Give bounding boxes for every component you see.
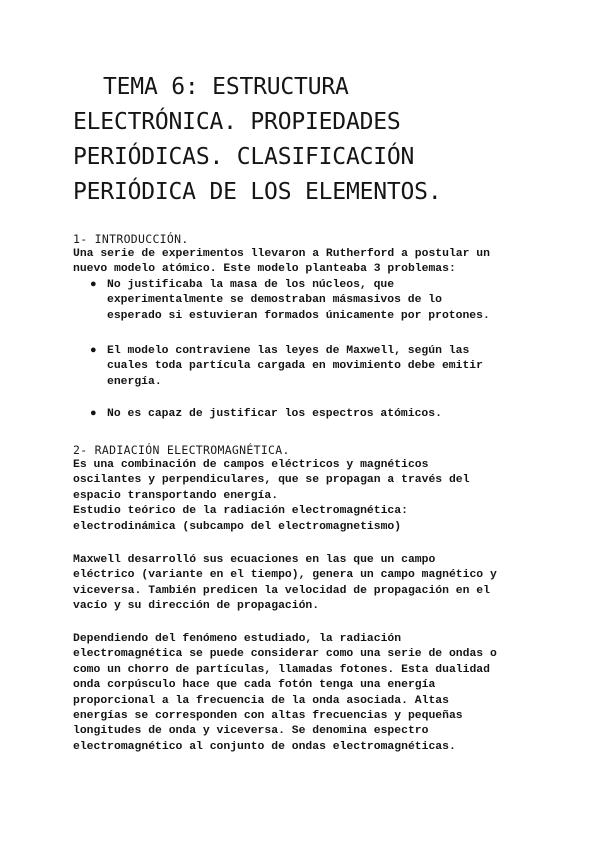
paragraph xyxy=(73,458,533,535)
page-title xyxy=(73,70,573,210)
text-line: Estudio teórico de la radiación electromagnética: xyxy=(73,505,408,518)
bullet-icon: ● xyxy=(90,279,97,291)
title-line: PERIÓDICA DE LOS ELEMENTOS. xyxy=(73,179,442,205)
title-line: PERIÓDICAS. CLASIFICACIÓN xyxy=(73,144,415,170)
list-item-text xyxy=(107,344,483,390)
text-line: vacío y su dirección de propagación. xyxy=(73,600,320,613)
text-line: longitudes de onda y viceversa. Se denomina espectro xyxy=(73,725,429,738)
text-line: esperado si estuvieran formados únicamente por protones. xyxy=(107,309,490,322)
text-line: viceversa. También predicen la velocidad de propagación en el xyxy=(73,584,490,597)
text-line: electromagnético al conjunto de ondas electromagnéticas. xyxy=(73,740,456,753)
title-line: ELECTRÓNICA. PROPIEDADES xyxy=(73,109,401,135)
intro-paragraph xyxy=(73,247,533,278)
text-line: experimentalmente se demostraban másmasivos de lo xyxy=(107,294,442,307)
text-line: electromagnética se puede considerar como una serie de ondas o xyxy=(73,648,497,661)
text-line: espacio transportando energía. xyxy=(73,489,279,502)
text-line: proporcional a la frecuencia de la onda asociada. Altas xyxy=(73,694,449,707)
text-line: onda corpúsculo hace que cada fotón tenga una energía xyxy=(73,679,436,692)
paragraph xyxy=(73,632,533,755)
list-item-text xyxy=(107,278,490,324)
text-line: Dependiendo del fenómeno estudiado, la radiación xyxy=(73,633,402,645)
title-line: TEMA 6: ESTRUCTURA xyxy=(103,74,349,100)
text-line: El modelo contraviene las leyes de Maxwell, según las xyxy=(107,345,470,357)
bullet-icon: ● xyxy=(90,408,97,420)
text-line: electrodinámica (subcampo del electromagnetismo) xyxy=(73,520,402,533)
paragraph xyxy=(73,553,533,615)
text-line: oscilantes y perpendiculares, que se propagan a través del xyxy=(73,474,470,487)
section-heading-radiacion: 2- RADIACIÓN ELECTROMAGNÉTICA. xyxy=(73,443,290,457)
text-line: eléctrico (variante en el tiempo), genera un campo magnético y xyxy=(73,569,497,582)
text-line: No justificaba la masa de los núcleos, que xyxy=(107,279,395,291)
text-line: como un chorro de partículas, llamadas fotones. Esta dualidad xyxy=(73,663,490,676)
bullet-icon: ● xyxy=(90,345,97,357)
text-line: Maxwell desarrolló sus ecuaciones en las que un campo xyxy=(73,554,436,566)
text-line: No es capaz de justificar los espectros atómicos. xyxy=(107,408,442,420)
text-line: cuales toda partícula cargada en movimiento debe emitir xyxy=(107,360,483,373)
text-line: energía. xyxy=(107,375,162,388)
list-item-text xyxy=(107,407,442,422)
text-line: Una serie de experimentos llevaron a Rutherford a postular un xyxy=(73,248,490,260)
text-line: energías se corresponden con altas frecuencias y pequeñas xyxy=(73,710,463,723)
text-line: Es una combinación de campos eléctricos y magnéticos xyxy=(73,459,429,471)
section-heading-introduccion: 1- INTRODUCCIÓN. xyxy=(73,232,189,246)
text-line: nuevo modelo atómico. Este modelo planteaba 3 problemas: xyxy=(73,263,456,276)
